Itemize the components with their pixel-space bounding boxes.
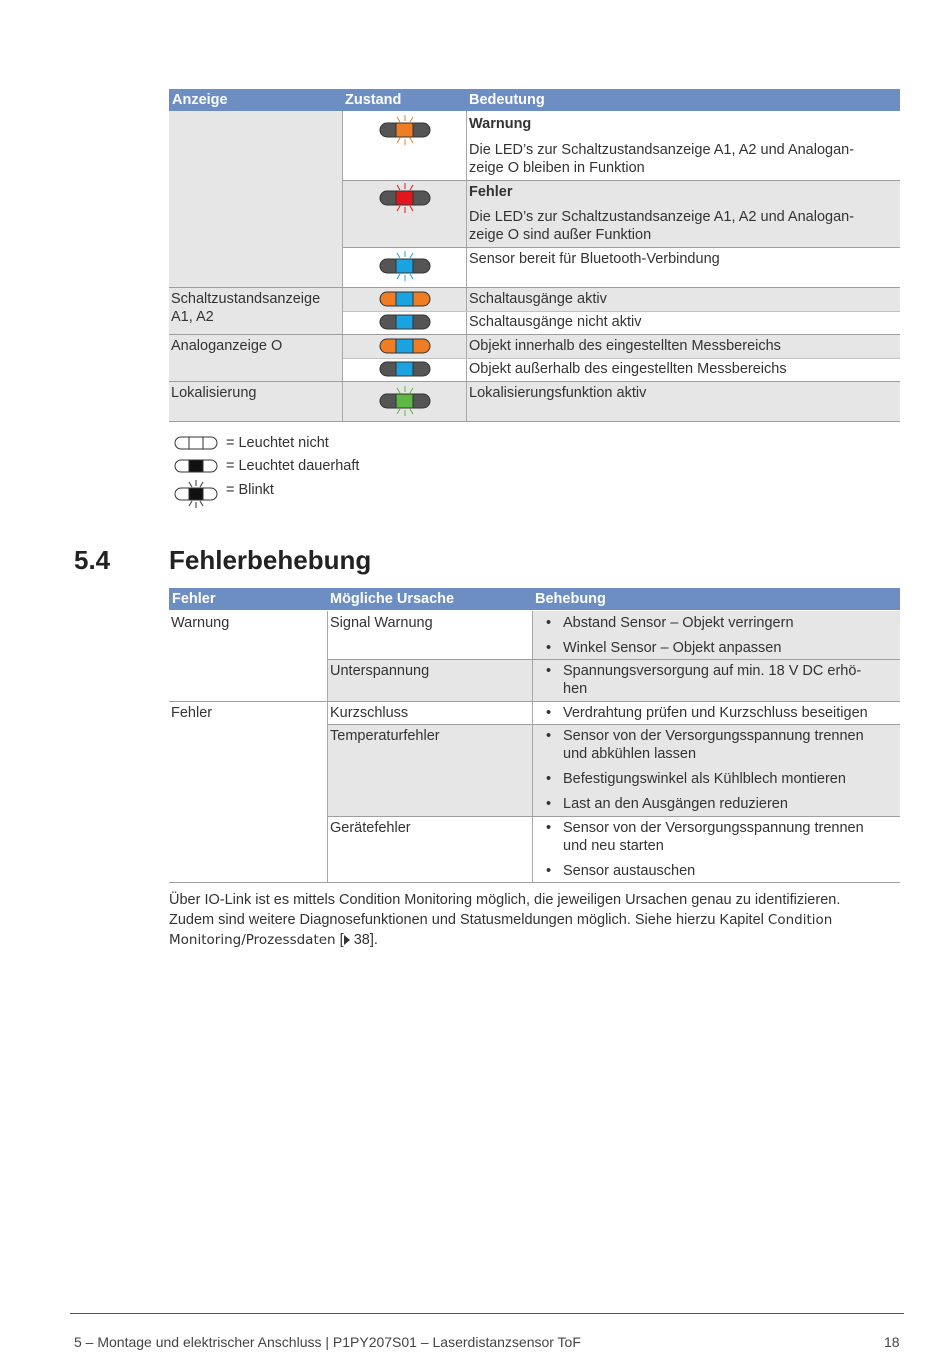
chapter-link-part1[interactable]: Condition [767,912,833,928]
chapter-link-part2[interactable]: Monitoring/Prozessdaten [169,932,336,948]
analog-ausserhalb-text: Objekt außerhalb des eingestellten Messbereichs [469,361,787,377]
paragraph-line2-text: Zudem sind weitere Diagnosefunktionen und Statusmeldungen möglich. Siehe hierzu Kapitel [169,912,768,928]
footer-page-number: 18 [884,1334,900,1350]
bullet-icon: • [546,640,552,656]
fix-last: Last an den Ausgängen reduzieren [563,796,788,812]
cause-kurzschluss: Kurzschluss [330,705,409,721]
cause-geraetefehler: Gerätefehler [330,820,411,836]
blinking-red-led-icon [378,181,432,215]
warnung-text-line2: zeige O bleiben in Funktion [469,160,645,176]
warnung-text-line1: Die LED’s zur Schaltzustandsanzeige A1, A2 und Analogan- [469,142,855,158]
fault-fehler: Fehler [171,705,213,721]
lokal-aktiv-text: Lokalisierungsfunktion aktiv [469,385,647,401]
schalt-nicht-aktiv-text: Schaltausgänge nicht aktiv [469,314,642,330]
paragraph-line1: Über IO-Link ist es mittels Condition Monitoring möglich, die jeweiligen Ursachen genau zu identifizieren. [169,892,841,908]
footer-left-text: 5 – Montage und elektrischer Anschluss | P1PY207S01 – Laserdistanzsensor ToF [74,1334,581,1350]
lokal-label: Lokalisierung [171,385,257,401]
analog-label: Analoganzeige O [171,338,283,354]
fix-neustart-line1: Sensor von der Versorgungsspannung trennen [563,820,864,836]
fix-winkel: Winkel Sensor – Objekt anpassen [563,640,782,656]
fehler-text-line2: zeige O sind außer Funktion [469,227,652,243]
orange-blue-orange-led-icon [378,290,432,308]
fix-trennen-line2: und abkühlen lassen [563,746,697,762]
footer-divider [70,1313,904,1314]
schalt-label-line2: A1, A2 [171,309,214,325]
fix-abstand: Abstand Sensor – Objekt verringern [563,615,794,631]
bullet-icon: • [546,863,552,879]
fault-table-header-ursache: Mögliche Ursache [330,591,455,607]
fix-spannung-line1: Spannungsversorgung auf min. 18 V DC erhö- [563,663,862,679]
legend-off-text: = Leuchtet nicht [226,435,329,451]
warnung-title: Warnung [469,116,532,132]
bullet-icon: • [546,820,552,836]
fault-table-header-fehler: Fehler [172,591,216,607]
fix-austauschen: Sensor austauschen [563,863,696,879]
fix-neustart-line2: und neu starten [563,838,664,854]
fault-table-header-behebung: Behebung [535,591,606,607]
blinking-orange-led-icon [378,113,432,147]
paragraph-line3 [169,930,378,950]
section-number: 5.4 [74,545,111,575]
fix-trennen-line1: Sensor von der Versorgungsspannung trennen [563,728,864,744]
bullet-icon: • [546,615,552,631]
page-ref-number[interactable]: 38]. [349,932,378,948]
legend-on-text: = Leuchtet dauerhaft [226,458,360,474]
fix-kuehlblech: Befestigungswinkel als Kühlblech montieren [563,771,846,787]
section-title: Fehlerbehebung [169,545,372,575]
fault-warnung: Warnung [171,615,230,631]
bluetooth-text: Sensor bereit für Bluetooth-Verbindung [469,251,720,267]
legend-blink-text: = Blinkt [226,482,274,498]
led-off-icon [173,435,219,451]
bullet-icon: • [546,771,552,787]
blue-led-icon [378,360,432,378]
fehler-title: Fehler [469,184,513,200]
led-table-header-bedeutung: Bedeutung [469,92,545,108]
analog-innerhalb-text: Objekt innerhalb des eingestellten Messbereichs [469,338,781,354]
orange-blue-orange-led-icon [378,337,432,355]
bullet-icon: • [546,796,552,812]
bullet-icon: • [546,728,552,744]
led-blink-icon [173,479,219,509]
led-table-header-anzeige: Anzeige [172,92,228,108]
cause-temperaturfehler: Temperaturfehler [330,728,440,744]
led-on-icon [173,458,219,474]
schalt-label-line1: Schaltzustandsanzeige [171,291,321,307]
cause-signal-warnung: Signal Warnung [330,615,433,631]
fix-verdrahtung: Verdrahtung prüfen und Kurzschluss beseitigen [563,705,868,721]
blinking-green-led-icon [378,384,432,418]
bullet-icon: • [546,705,552,721]
blinking-blue-led-icon [378,249,432,283]
paragraph-line2 [169,910,832,930]
bracket-open: [ [335,932,344,948]
schalt-aktiv-text: Schaltausgänge aktiv [469,291,607,307]
cause-unterspannung: Unterspannung [330,663,430,679]
fehler-text-line1: Die LED’s zur Schaltzustandsanzeige A1, A2 und Analogan- [469,209,855,225]
blue-led-icon [378,313,432,331]
led-table-header-zustand: Zustand [345,92,402,108]
fix-spannung-line2: hen [563,681,588,697]
bullet-icon: • [546,663,552,679]
